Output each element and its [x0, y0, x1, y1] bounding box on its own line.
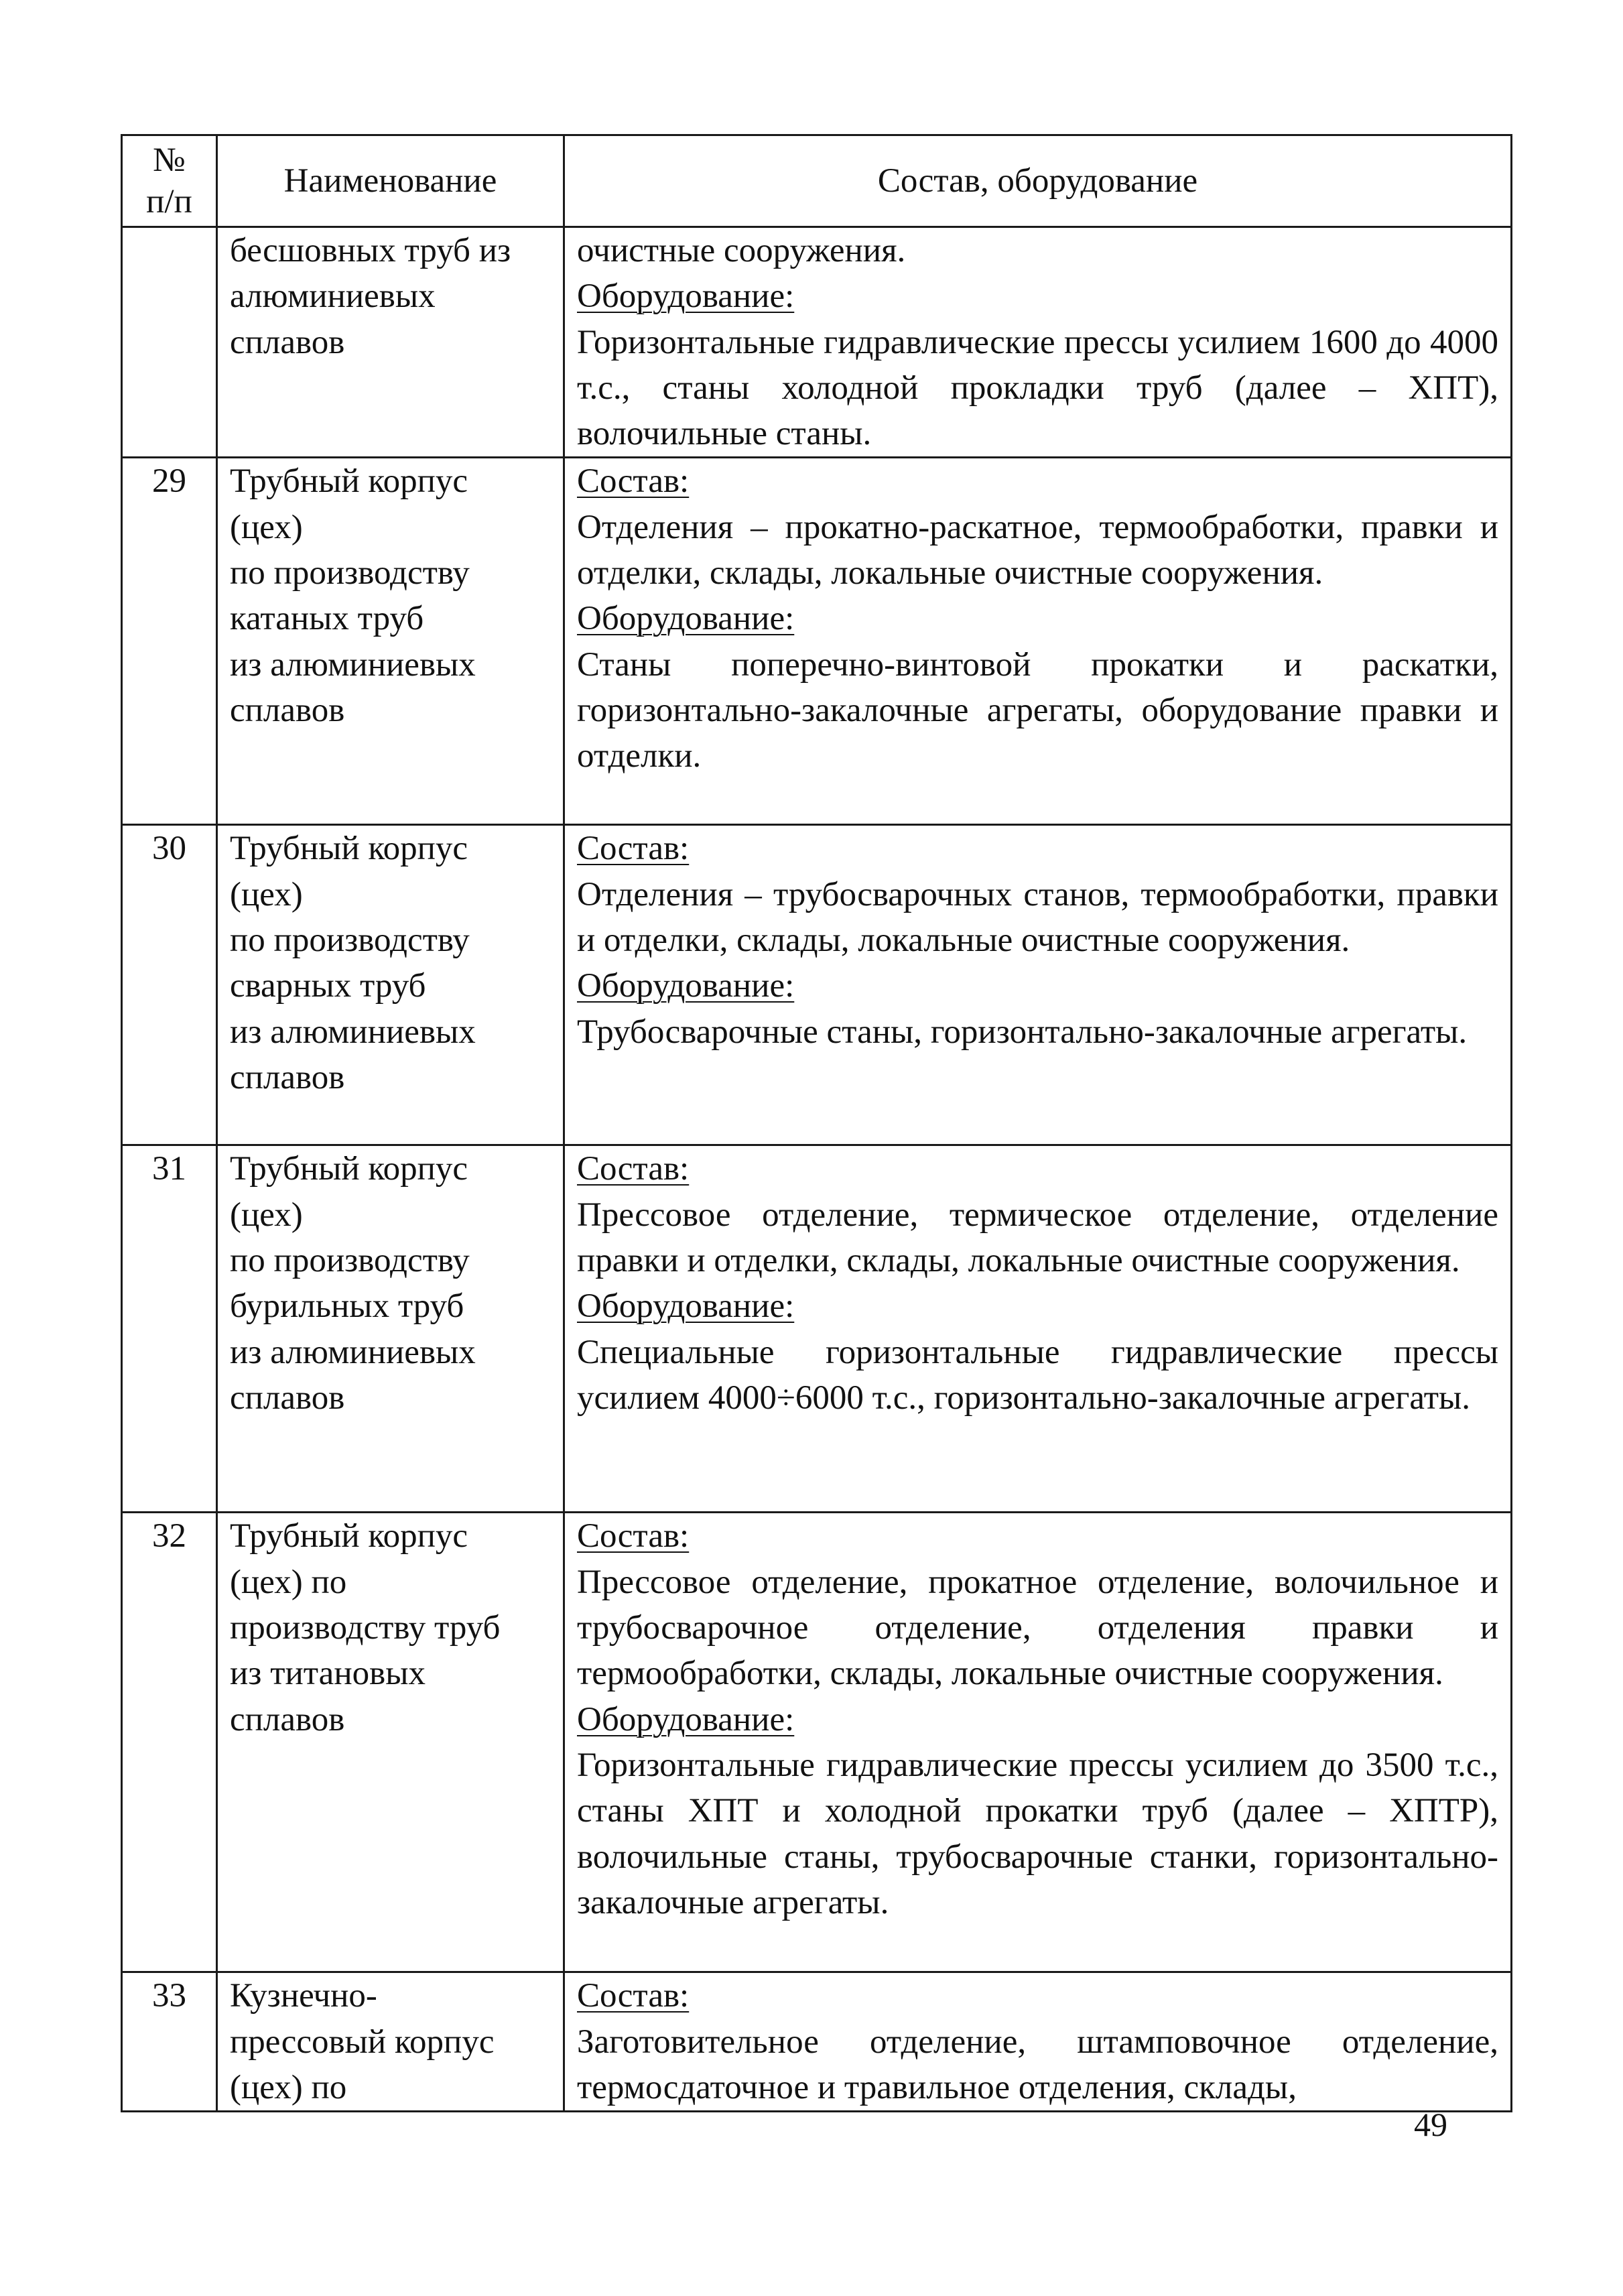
row-name: Трубный корпус (цех) по производству сварных труб из алюминиевых сплавов [217, 825, 564, 1145]
row-name: Трубный корпус (цех) по производству бурильных труб из алюминиевых сплавов [217, 1145, 564, 1513]
document-table [121, 134, 1512, 2112]
composition-text: Прессовое отделение, термическое отделение, отделение правки и отделки, склады, локальные очистные сооружения. [577, 1196, 1498, 1280]
row-number: 30 [122, 825, 217, 1145]
table-row [122, 227, 1512, 458]
equipment-label: Оборудование: [577, 1700, 795, 1738]
header-name: Наименование [217, 135, 564, 227]
equipment-text: Станы поперечно-винтовой прокатки и раскатки, горизонтально-закалочные агрегаты, оборудование правки и отделки. [577, 645, 1498, 775]
row-description [564, 1145, 1512, 1513]
equipment-text: Горизонтальные гидравлические прессы усилием 1600 до 4000 т.с., станы холодной прокладки труб (далее – ХПТ), волочильные станы. [577, 323, 1498, 453]
equipment-label: Оборудование: [577, 1287, 795, 1326]
equipment-text: Трубосварочные станы, горизонтально-закалочные агрегаты. [577, 1013, 1468, 1051]
equipment-text: Специальные горизонтальные гидравлические прессы усилием 4000÷6000 т.с., горизонтально-закалочные агрегаты. [577, 1333, 1498, 1417]
table-header-row [122, 135, 1512, 227]
equipment-label: Оборудование: [577, 600, 795, 638]
row-name: Трубный корпус (цех) по производству труб из титановых сплавов [217, 1513, 564, 1972]
header-number: № п/п [122, 135, 217, 227]
composition-label: Состав: [577, 1150, 690, 1188]
lead-text: очистные сооружения. [577, 232, 906, 269]
composition-label: Состав: [577, 1977, 690, 2015]
row-description [564, 1972, 1512, 2112]
row-description [564, 825, 1512, 1145]
composition-text: Отделения – трубосварочных станов, термообработки, правки и отделки, склады, локальные очистные сооружения. [577, 875, 1498, 960]
composition-label: Состав: [577, 462, 690, 501]
composition-text: Отделения – прокатно-раскатное, термообработки, правки и отделки, склады, локальные очистные сооружения. [577, 508, 1498, 592]
row-name: Кузнечно- прессовый корпус (цех) по [217, 1972, 564, 2112]
row-description [564, 458, 1512, 825]
equipment-label: Оборудование: [577, 967, 795, 1005]
table-row [122, 458, 1512, 825]
row-description [564, 227, 1512, 458]
composition-label: Состав: [577, 830, 690, 868]
table-row [122, 825, 1512, 1145]
composition-text: Прессовое отделение, прокатное отделение, волочильное и трубосварочное отделение, отделения правки и термообработки, склады, локальные очистные сооружения. [577, 1563, 1498, 1693]
header-composition: Состав, оборудование [564, 135, 1512, 227]
composition-label: Состав: [577, 1517, 690, 1555]
equipment-label: Оборудование: [577, 277, 795, 316]
equipment-text: Горизонтальные гидравлические прессы усилием до 3500 т.с., станы ХПТ и холодной прокатки труб (далее – ХПТР), волочильные станы, трубосварочные станки, горизонтально-закалочные агрегаты. [577, 1746, 1498, 1921]
row-name: Трубный корпус (цех) по производству катаных труб из алюминиевых сплавов [217, 458, 564, 825]
row-name: бесшовных труб из алюминиевых сплавов [217, 227, 564, 458]
table-row [122, 1513, 1512, 1972]
page-number: 49 [1414, 2106, 1447, 2143]
composition-text: Заготовительное отделение, штамповочное отделение, термосдаточное и травильное отделения, склады, [577, 2023, 1498, 2107]
row-description [564, 1513, 1512, 1972]
row-number: 33 [122, 1972, 217, 2112]
row-number: 31 [122, 1145, 217, 1513]
row-number [122, 227, 217, 458]
table-row [122, 1972, 1512, 2112]
row-number: 29 [122, 458, 217, 825]
table-row [122, 1145, 1512, 1513]
row-number: 32 [122, 1513, 217, 1972]
